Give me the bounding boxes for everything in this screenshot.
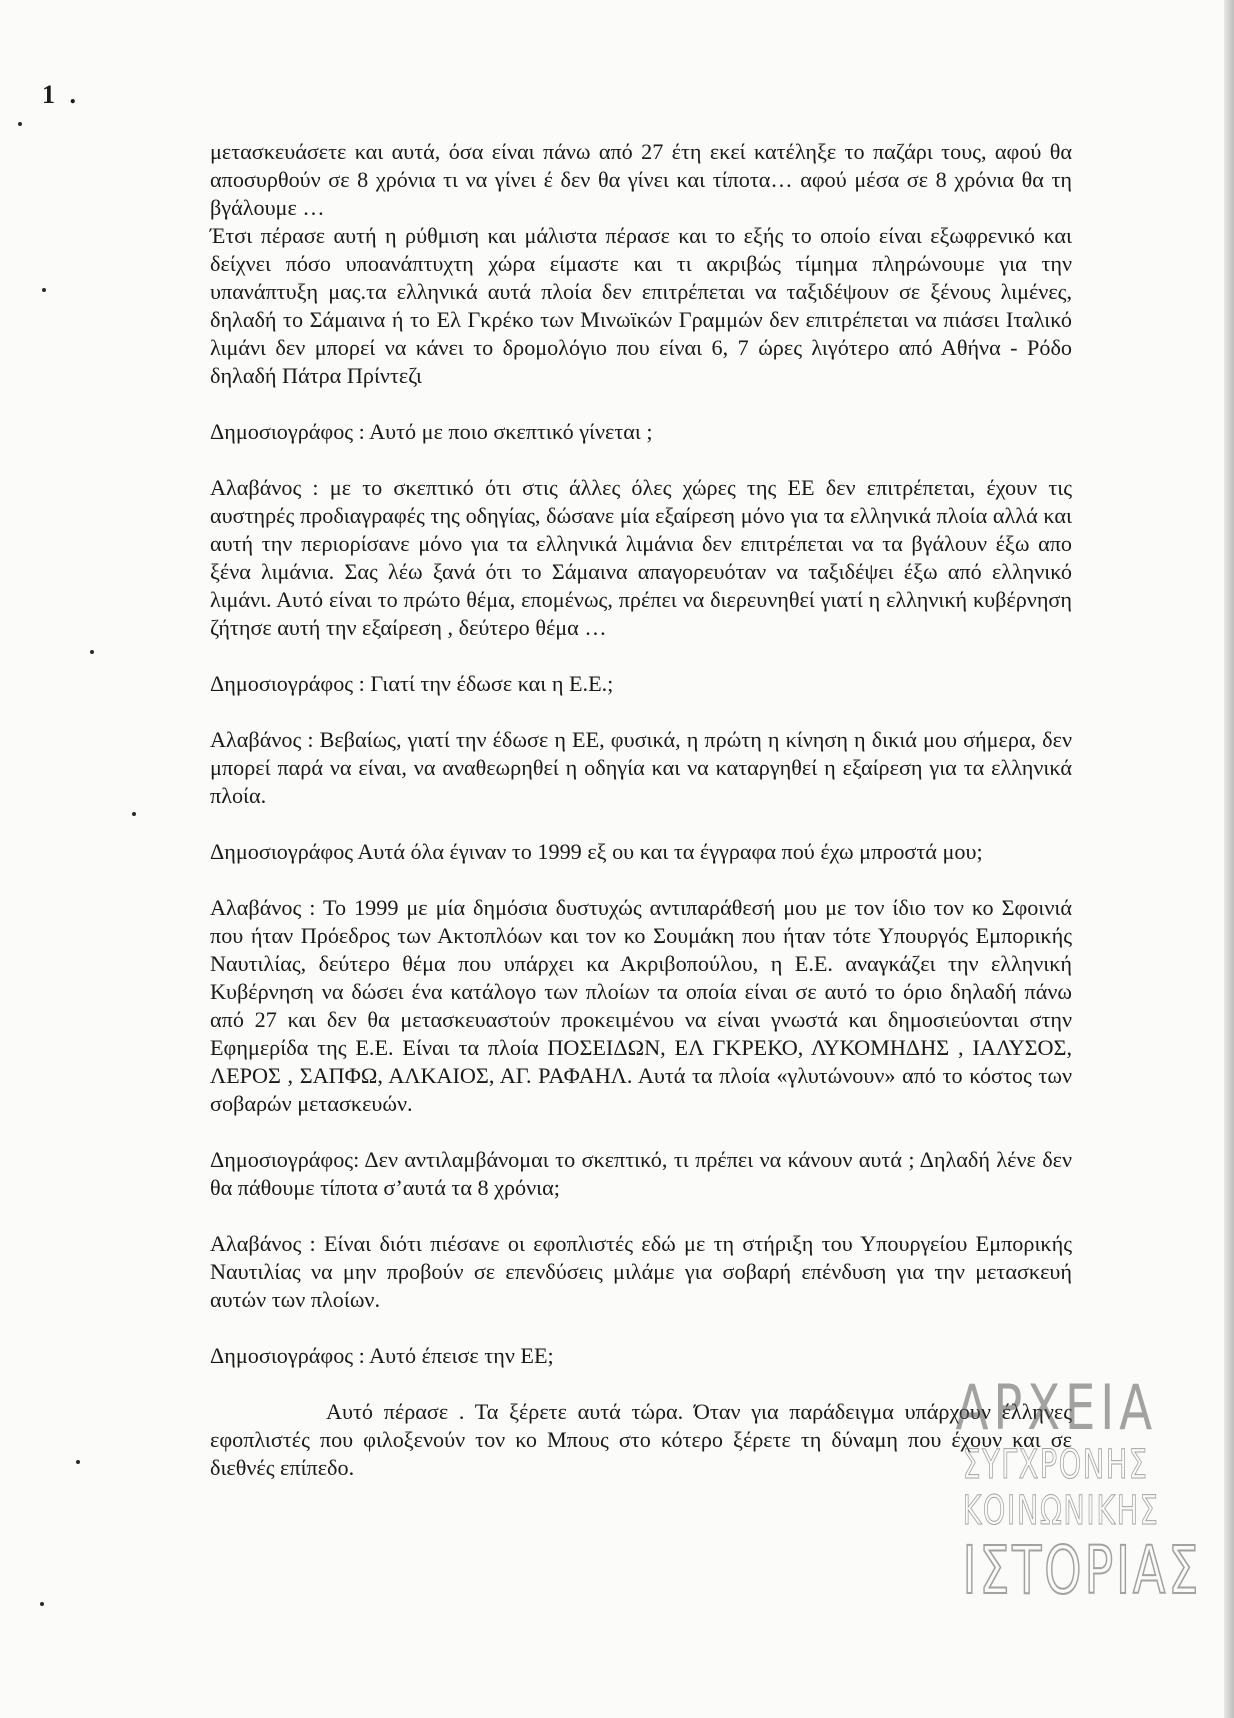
document-body	[210, 138, 1072, 1482]
stamp-line: ΚΟΙΝΩΝΙΚΗΣ	[962, 1488, 1160, 1534]
stamp-line: ΙΣΤΟΡΙΑΣ	[962, 1532, 1202, 1609]
paragraph: Αλαβάνος : με το σκεπτικό ότι στις άλλες όλες χώρες της ΕΕ δεν επιτρέπεται, έχουν τις αυστηρές προδιαγραφές της οδηγίας, δώσανε μία εξαίρεση μόνο για τα ελληνικά πλοία αλλά και αυτή την περιορίσανε μόνο για τα ελληνικά λιμάνια δεν επιτρέπεται να τα βγάλουν έξω απο ξένα λιμάνια. Σας λέω ξανά ότι το Σάμαινα απαγορευόταν να ταξιδέψει έξω από ελληνικό λιμάνι. Αυτό είναι το πρώτο θέμα, επομένως, πρέπει να διερευνηθεί γιατί η ελληνική κυβέρνηση ζήτησε αυτή την εξαίρεση , δεύτερο θέμα …	[210, 475, 1072, 640]
scan-speck	[132, 812, 136, 816]
paragraph: Δημοσιογράφος Αυτά όλα έγιναν το 1999 εξ ου και τα έγγραφα πού έχω μπροστά μου;	[210, 839, 983, 864]
paragraph: Αλαβάνος : Είναι διότι πιέσανε οι εφοπλιστές εδώ με τη στήριξη του Υπουργείου Εμπορικής Ναυτιλίας να μην προβούν σε επενδύσεις μιλάμε για σοβαρή επένδυση για την μετασκευή αυτών των πλοίων.	[210, 1231, 1072, 1312]
paragraph: Αλαβάνος : Το 1999 με μία δημόσια δυστυχώς αντιπαράθεσή μου με τον ίδιο τον κο Σφοινιά που ήταν Πρόεδρος των Ακτοπλόων και τον κο Σουμάκη που ήταν τότε Υπουργός Εμπορικής Ναυτιλίας, δεύτερο θέμα που υπάρχει κα Ακριβοπούλου, η Ε.Ε. αναγκάζει την ελληνική Κυβέρνηση να δώσει ένα κατάλογο των πλοίων τα οποία είναι σε αυτό το όριο δηλαδή πάνω από 27 και δεν θα μετασκευαστούν προκειμένου να είναι γνωστά και δημοσιεύονται στην Εφημερίδα της Ε.Ε. Είναι τα πλοία ΠΟΣΕΙΔΩΝ, ΕΛ ΓΚΡΕΚΟ, ΛΥΚΟΜΗΔΗΣ , ΙΑΛΥΣΟΣ, ΛΕΡΟΣ , ΣΑΠΦΩ, ΑΛΚΑΙΟΣ, ΑΓ. ΡΑΦΑΗΛ. Αυτά τα πλοία «γλυτώνουν» από το κόστος των σοβαρών μετασκευών.	[210, 895, 1072, 1116]
scan-edge	[1224, 0, 1234, 1718]
paragraph: Δημοσιογράφος : Αυτό έπεισε την ΕΕ;	[210, 1343, 554, 1368]
paragraph: Δημοσιογράφος : Γιατί την έδωσε και η Ε.Ε.;	[210, 671, 614, 696]
scan-speck	[40, 1602, 44, 1606]
paragraph: Δημοσιογράφος: Δεν αντιλαμβάνομαι το σκεπτικό, τι πρέπει να κάνουν αυτά ; Δηλαδή λένε δεν θα πάθουμε τίποτα σ’αυτά τα 8 χρόνια;	[210, 1147, 1072, 1200]
paragraph: μετασκευάσετε και αυτά, όσα είναι πάνω από 27 έτη εκεί κατέληξε το παζάρι τους, αφού θα αποσυρθούν σε 8 χρόνια τι να γίνει έ δεν θα γίνει και τίποτα… αφού μέσα σε 8 χρόνια θα τη βγάλουμε …	[210, 139, 1072, 220]
scan-speck	[90, 650, 94, 654]
scan-speck	[42, 288, 46, 292]
stamp-line: ΣΥΓΧΡΟΝΗΣ	[962, 1442, 1149, 1488]
paragraph: Δημοσιογράφος : Αυτό με ποιο σκεπτικό γίνεται ;	[210, 419, 653, 444]
paragraph: Αλαβάνος : Βεβαίως, γιατί την έδωσε η ΕΕ, φυσικά, η πρώτη η κίνηση η δικιά μου σήμερα, δεν μπορεί παρά να είναι, να αναθεωρηθεί η οδηγία και να καταργηθεί η εξαίρεση για τα ελληνικά πλοία.	[210, 727, 1072, 808]
paragraph: Αυτό πέρασε . Τα ξέρετε αυτά τώρα. Όταν για παράδειγμα υπάρχουν έλληνες εφοπλιστές που φιλοξενούν τον κο Μπους στο κότερο ξέρετε τη δύναμη που έχουν και σε διεθνές επίπεδο.	[210, 1399, 1072, 1480]
scan-speck	[18, 122, 22, 126]
stamp-line: ΑΡΧΕΙΑ	[955, 1371, 1157, 1444]
paragraph: Έτσι πέρασε αυτή η ρύθμιση και μάλιστα πέρασε και το εξής το οποίο είναι εξωφρενικό και δείχνει πόσο υποανάπτυχτη χώρα είμαστε και τι ακριβώς τίμημα πληρώνουμε για την υπανάπτυξη μας.τα ελληνικά αυτά πλοία δεν επιτρέπεται να ταξιδέψουν σε ξένους λιμένες, δηλαδή το Σάμαινα ή το Ελ Γκρέκο των Μινωϊκών Γραμμών δεν επιτρέπεται να πιάσει Ιταλικό λιμάνι δεν μπορεί να κάνει το δρομολόγιο που είναι 6, 7 ώρες λιγότερο από Αθήνα - Ρόδο δηλαδή Πάτρα Πρίντεζι	[210, 223, 1072, 388]
page-mark: 1 .	[42, 80, 80, 109]
scan-speck	[76, 1460, 80, 1464]
